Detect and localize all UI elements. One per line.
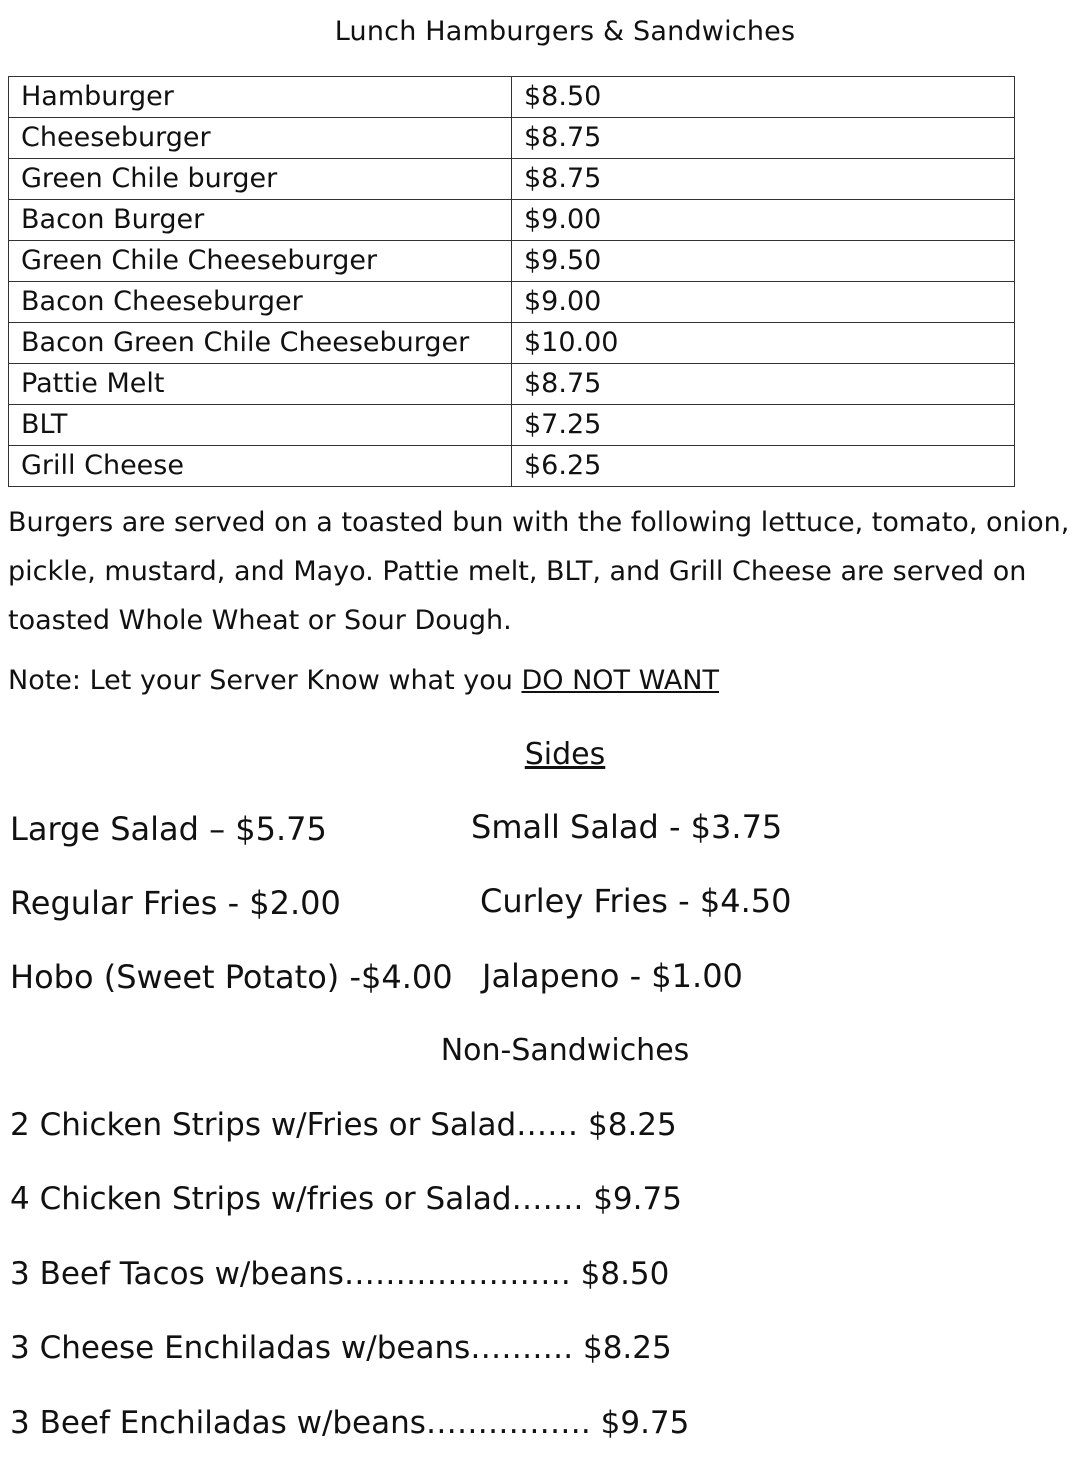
table-row <box>9 405 1015 446</box>
item-name: Green Chile Cheeseburger <box>9 241 512 282</box>
item-name: Green Chile burger <box>9 159 512 200</box>
item-name: Grill Cheese <box>9 446 512 487</box>
item-price: $7.25 <box>512 405 1015 446</box>
item-name: Hamburger <box>9 77 512 118</box>
note-emphasis: DO NOT WANT <box>521 665 719 696</box>
table-row <box>9 159 1015 200</box>
table-row <box>9 118 1015 159</box>
menu-title: Lunch Hamburgers & Sandwiches <box>334 16 796 47</box>
table-row <box>9 200 1015 241</box>
table-row <box>9 77 1015 118</box>
note-text: Note: Let your Server Know what you <box>8 665 522 696</box>
item-name: Bacon Burger <box>9 200 512 241</box>
table-row <box>9 446 1015 487</box>
item-price: $9.50 <box>512 241 1015 282</box>
sides-heading: Sides <box>524 737 606 772</box>
burger-price-table <box>8 76 1015 487</box>
side-item: Small Salad - $3.75 <box>471 808 783 846</box>
non-sandwich-item: 3 Beef Enchiladas w/beans……………. $9.75 <box>10 1405 690 1441</box>
item-name: Cheeseburger <box>9 118 512 159</box>
item-price: $8.75 <box>512 364 1015 405</box>
table-row <box>9 323 1015 364</box>
item-price: $9.00 <box>512 200 1015 241</box>
side-item: Large Salad – $5.75 <box>10 810 327 848</box>
table-row <box>9 364 1015 405</box>
item-name: Bacon Cheeseburger <box>9 282 512 323</box>
side-item: Jalapeno - $1.00 <box>482 957 743 995</box>
table-row <box>9 282 1015 323</box>
item-price: $8.75 <box>512 159 1015 200</box>
non-sandwiches-heading: Non-Sandwiches <box>440 1033 690 1068</box>
side-item: Curley Fries - $4.50 <box>480 882 792 920</box>
side-item: Hobo (Sweet Potato) -$4.00 <box>10 958 453 996</box>
burger-description: Burgers are served on a toasted bun with the following lettuce, tomato, onion, pickle, mustard, and Mayo. Pattie melt, BLT, and Grill Cheese are served on toasted Whole Wheat or Sour Dough. <box>8 507 1070 636</box>
item-price: $8.50 <box>512 77 1015 118</box>
item-price: $8.75 <box>512 118 1015 159</box>
non-sandwich-item: 4 Chicken Strips w/fries or Salad……. $9.75 <box>10 1181 682 1217</box>
item-name: Bacon Green Chile Cheeseburger <box>9 323 512 364</box>
server-note <box>8 665 719 696</box>
non-sandwich-item: 3 Beef Tacos w/beans…………………. $8.50 <box>10 1256 670 1292</box>
non-sandwich-item: 2 Chicken Strips w/Fries or Salad…… $8.25 <box>10 1107 677 1143</box>
table-row <box>9 241 1015 282</box>
non-sandwich-item: 3 Cheese Enchiladas w/beans………. $8.25 <box>10 1330 672 1366</box>
item-name: Pattie Melt <box>9 364 512 405</box>
item-price: $10.00 <box>512 323 1015 364</box>
item-name: BLT <box>9 405 512 446</box>
item-price: $9.00 <box>512 282 1015 323</box>
item-price: $6.25 <box>512 446 1015 487</box>
side-item: Regular Fries - $2.00 <box>10 884 341 922</box>
